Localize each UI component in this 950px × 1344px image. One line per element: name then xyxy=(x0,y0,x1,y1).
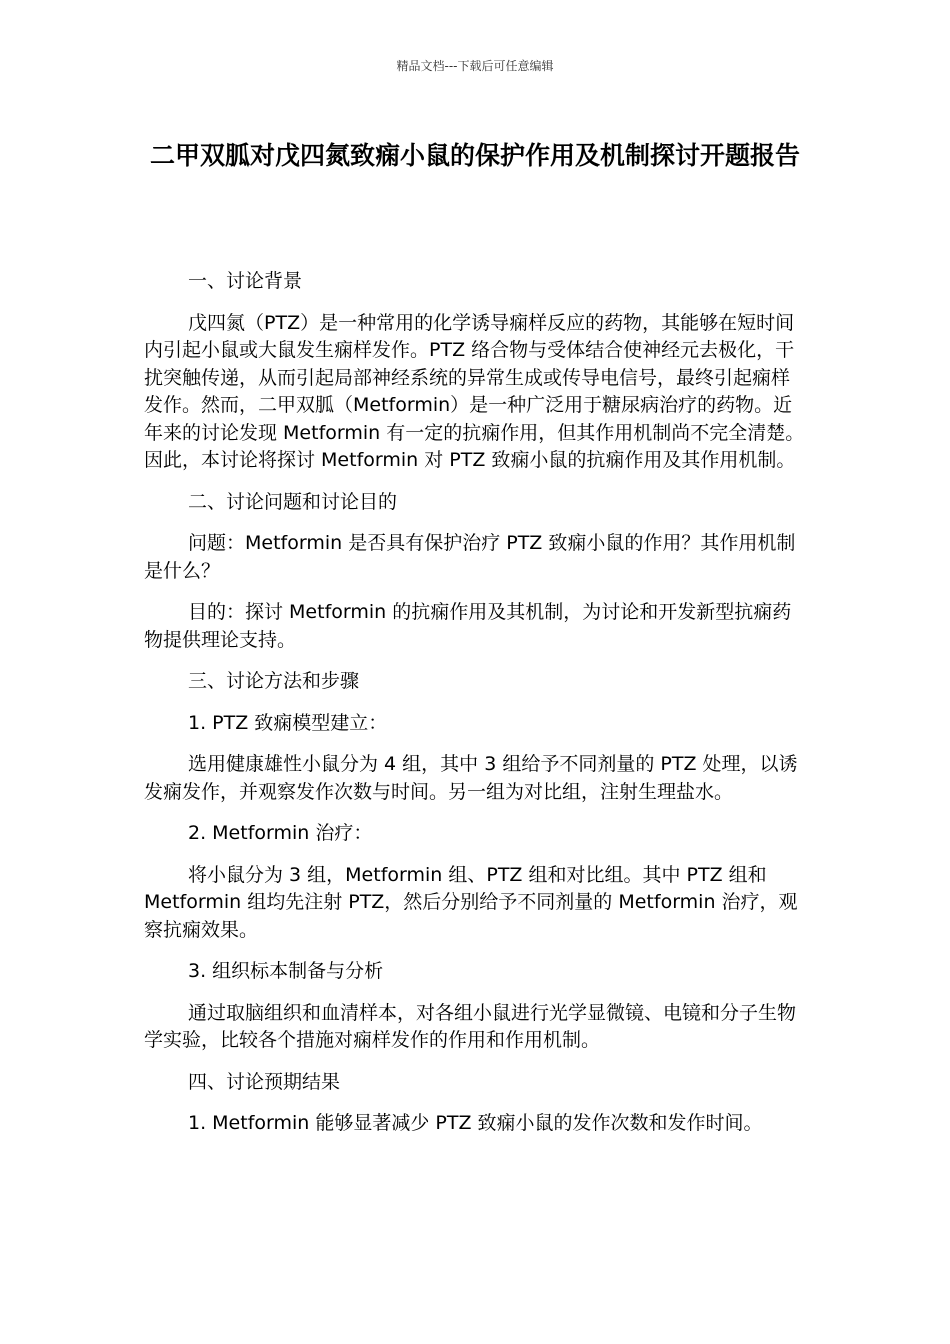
header-note: 精品文档---下载后可任意编辑 xyxy=(396,59,554,73)
paragraph-purpose: 目的：探讨 Metformin 的抗痫作用及其机制，为讨论和开发新型抗痫药物提供理论支持。 xyxy=(144,601,792,651)
paragraph-question: 问题：Metformin 是否具有保护治疗 PTZ 致痫小鼠的作用？其作用机制是什么？ xyxy=(144,532,796,582)
paragraph-background: 戊四氮（PTZ）是一种常用的化学诱导痫样反应的药物，其能够在短时间内引起小鼠或大鼠发生痫样发作。PTZ 络合物与受体结合使神经元去极化，干扰突触传递，从而引起局部神经系统的异常生成或传导电信号，最终引起痫样发作。然而，二甲双胍（Metformin）是一种广泛用于糖尿病治疗的药物。近年来的讨论发现 Metformin 有一定的抗痫作用，但其作用机制尚不完全清楚。因此，本讨论将探讨 Metformin 对 PTZ 致痫小鼠的抗痫作用及其作用机制。 xyxy=(144,311,805,471)
paragraph-result-1: 1. Metformin 能够显著减少 PTZ 致痫小鼠的发作次数和发作时间。 xyxy=(188,1112,763,1134)
section-heading-background: 一、讨论背景 xyxy=(188,270,303,292)
document-title: 二甲双胍对戊四氮致痫小鼠的保护作用及机制探讨开题报告 xyxy=(149,141,800,170)
section-heading-methods: 三、讨论方法和步骤 xyxy=(188,670,360,692)
document-body xyxy=(144,268,808,1152)
subheading-analysis: 3. 组织标本制备与分析 xyxy=(188,960,384,982)
paragraph-treatment: 将小鼠分为 3 组，Metformin 组、PTZ 组和对比组。其中 PTZ 组和 Metformin 组均先注射 PTZ，然后分别给予不同剂量的 Metformin 治疗，观察抗痫效果。 xyxy=(144,863,798,941)
subheading-model: 1. PTZ 致痫模型建立： xyxy=(188,711,388,734)
paragraph-analysis: 通过取脑组织和血清样本，对各组小鼠进行光学显微镜、电镜和分子生物学实验，比较各个措施对痫样发作的作用和作用机制。 xyxy=(144,1001,797,1051)
paragraph-model: 选用健康雄性小鼠分为 4 组，其中 3 组给予不同剂量的 PTZ 处理，以诱发痫发作，并观察发作次数与时间。另一组为对比组，注射生理盐水。 xyxy=(144,753,798,803)
section-heading-questions: 二、讨论问题和讨论目的 xyxy=(188,490,398,513)
section-heading-results: 四、讨论预期结果 xyxy=(188,1070,341,1093)
subheading-treatment: 2. Metformin 治疗： xyxy=(188,822,373,844)
